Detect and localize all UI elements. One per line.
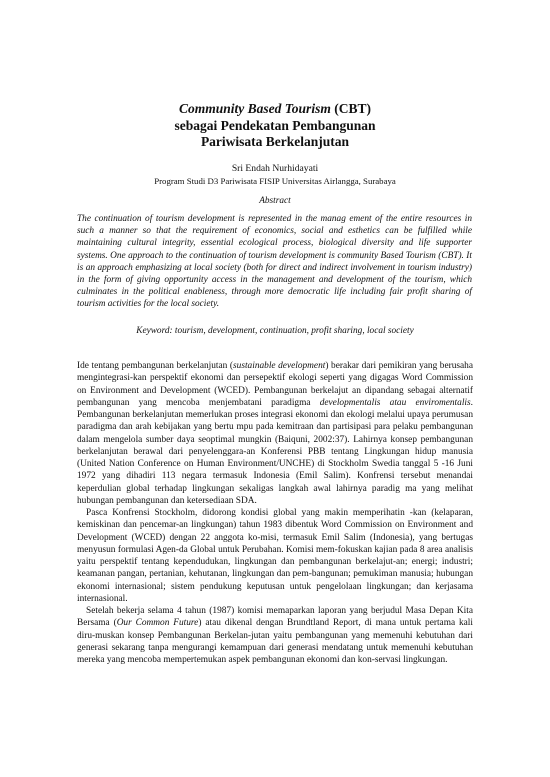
body-paragraph-3 xyxy=(77,605,473,666)
p1-text-c: . Pembangunan berkelanjutan memerlukan proses integrasi ekonomi dan ekologi melalui upaya perumusan paradigma dan arah kebijakan yang bertu mpu pada kemitraan dan partisipasi para pelaku pembangunan dalam mengelola sumber daya seoptimal mungkin (Baiquni, 2002:37). Lahirnya konsep pembangunan berkelanjutan berawal dari penyelenggara-an Konferensi PBB tentang Lingkungan hidup manusia (United Nation Conference on Human Environment/UNCHE) di Stockholm Swedia tanggal 5 -16 Juni 1972 yang dihadiri 113 negara termasuk Indonesia (Emil Salim). Konfrensi tersebut menandai keperdulian global terhadap lingkungan sekaligas langkah awal lahirnya paradig ma yang melihat hubungan pembangunan dan ketersediaan SDA. xyxy=(77,397,473,506)
p3-emphasis: Our Common Future xyxy=(116,618,199,629)
title-line-1 xyxy=(0,101,550,118)
p1-text-b: ) berakar dari pemikiran yang berusaha mengintegrasi-kan perspektif ekonomi dan persepektif ekologi seperti yang digagas Word Commission on Environment and Development (WCED). Pembangunan berkelajut an dipandang sebagai alternatif pembangunan yang mencoba menjembatani paradigma xyxy=(77,361,474,408)
author-name: Sri Endah Nurhidayati xyxy=(231,163,319,174)
p3-text-a: Setelah bekerja selama 4 tahun (1987) komisi memaparkan laporan yang berjudul Masa Depan Kita Bersama ( xyxy=(77,606,473,629)
body-paragraph-1 xyxy=(77,360,473,507)
title-rest-part: (CBT) xyxy=(330,101,371,116)
title-line-3: Pariwisata Berkelanjutan xyxy=(200,134,350,149)
body-paragraph-2: Pasca Konfrensi Stockholm, didorong kondisi global yang makin memperihatin -kan (kelaparan, kemiskinan dan pencemar-an lingkungan) tahun 1983 dibentuk Word Commission on Environment and Development (WCED) dengan 22 anggota ko-misi, termasuk Emil Salim (Indonesia), yang bertugas menyusun formulasi Agen-da Global untuk Perubahan. Komisi mem-fokuskan kajian pada 8 area analisis yaitu perspektif tentang kependudukan, lingkungan dan pembangunan berkelajut-an; energi; industri; keamanan pangan, pertanian, kehutanan, lingkungan dan pem-bangunan; pemukiman manusia; hubungan ekonomi internasional; sistem pendukung keputusan untuk pengelolaan lingkungan; dan kerjasama internasional. xyxy=(77,508,473,604)
title-line-2: sebagai Pendekatan Pembangunan xyxy=(174,117,376,133)
p1-emphasis-1: sustainable development xyxy=(233,361,326,371)
keywords-line: Keyword: tourism, development, continuation, profit sharing, local society xyxy=(136,326,414,336)
p1-emphasis-2: developmentalis atau enviromentalis xyxy=(319,397,471,408)
title-italic-part: Community Based Tourism xyxy=(179,101,331,116)
paper-title xyxy=(0,101,550,151)
body-text xyxy=(77,360,473,666)
p3-text-b: ) atau dikenal dengan Brundtland Report, di mana untuk pertama kali diru-muskan konsep Pembangunan Berkelan-jutan yaitu pembangunan yang memenuhi kebutuhan dari generasi sekarang tanpa mengurangi kemampuan dari generasi mendatang untuk memenuhi kebutuhan mereka yang mencoba mempertemukan aspek pembangunan ekonomi dan kon-servasi lingkungan. xyxy=(77,618,473,665)
p1-text-a: Ide tentang pembangunan berkelanjutan ( xyxy=(77,361,234,371)
author-affiliation: Program Studi D3 Pariwisata FISIP Universitas Airlangga, Surabaya xyxy=(154,176,396,186)
abstract-heading: Abstract xyxy=(259,196,291,206)
abstract-text: The continuation of tourism development is represented in the manag ement of the entire resources in such a manner so that the requirement of economics, social and esthetics can be fulfilled while maintaining cultural integrity, essential ecological process, biological diversity and life supporter systems. One approach to the continuation of tourism development is community Based Tourism (CBT). It is an approach emphasizing at local society (both for direct and indirect involvement in tourism industry) in the form of giving opportunity access in the management and development of the tourism, which culminates in the political enableness, through more democratic life including fair profit sharing of tourism activities for the local society. xyxy=(77,214,472,310)
